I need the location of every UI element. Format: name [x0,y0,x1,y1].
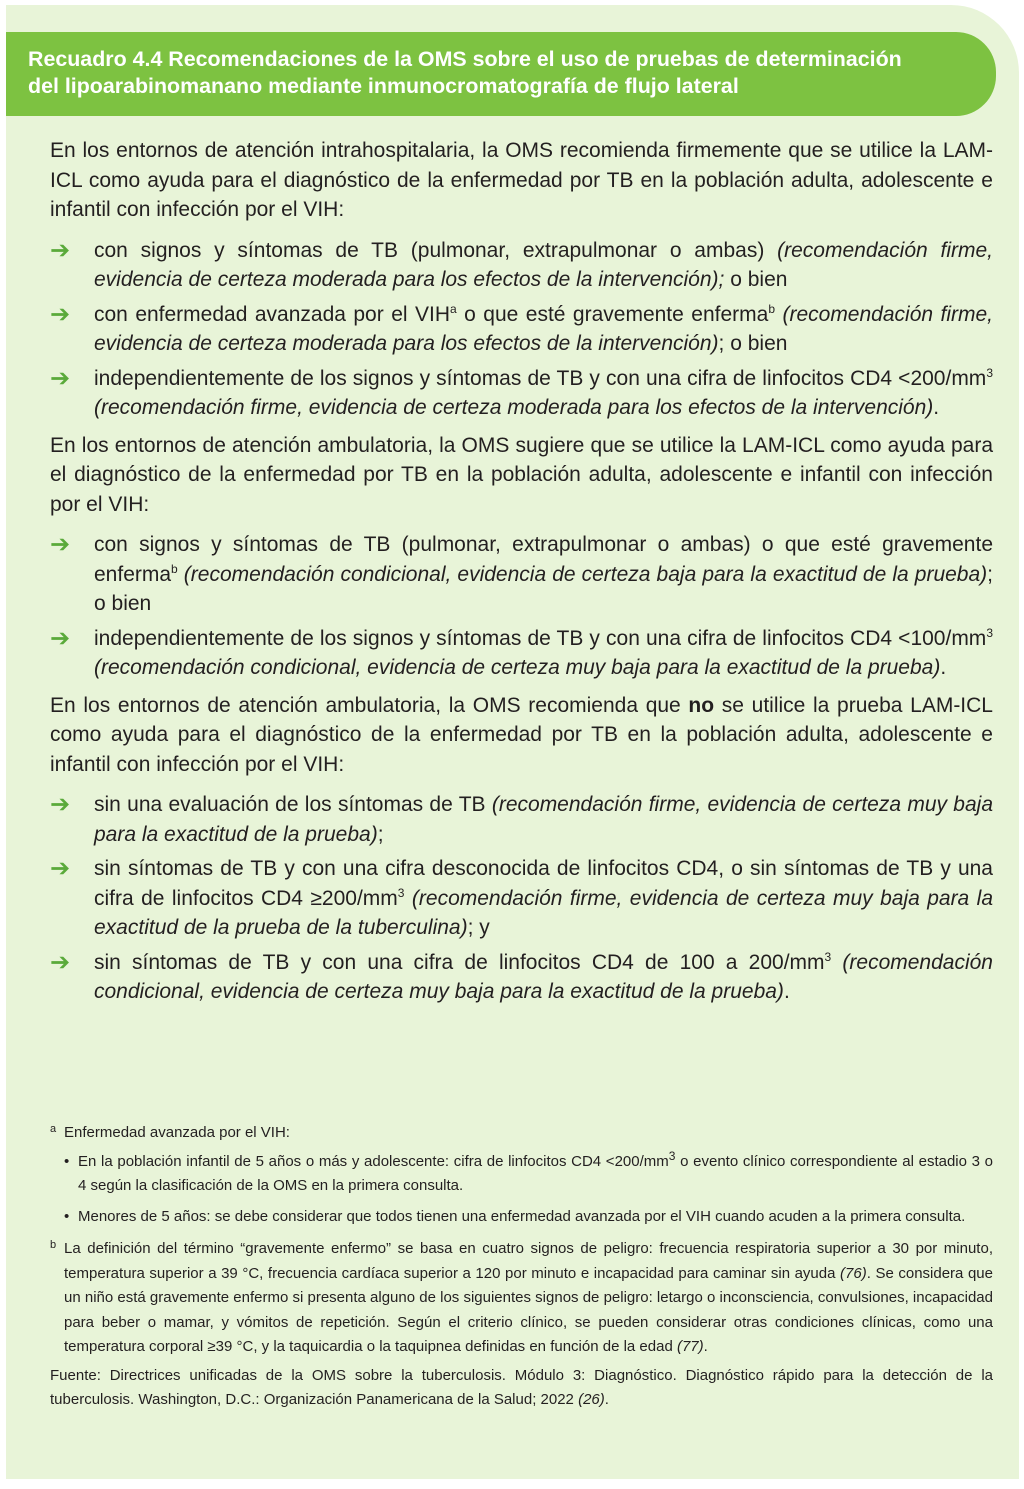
box-title: Recuadro 4.4 Recomendaciones de la OMS sobre el uso de pruebas de determinación del lipoarabinomanano mediante inmunocromatografía de flujo lateral [28,47,902,98]
list-item: ➔ sin una evaluación de los síntomas de TB (recomendación firme, evidencia de certeza muy baja para la exactitud de la prueba); [50,791,993,846]
box-content [50,136,993,1015]
list-item: ➔ sin síntomas de TB y con una cifra de linfocitos CD4 de 100 a $200/mm^3$ (recomendación condicional, evidencia de certeza muy baja para la exactitud de la prueba). [50,948,993,1003]
arrow-right-icon: ➔ [50,300,71,328]
outpatient-suggest-intro: En los entornos de atención ambulatoria, la OMS sugiere que se utilice la LAM-ICL como ayuda para el diagnóstico de la enfermedad por TB en la población adulta, adolescente e infantil con infección por el VIH: [50,433,993,516]
arrow-right-icon: ➔ [50,855,71,882]
footnote-mark: b [50,1239,57,1251]
footnotes [50,1121,993,1413]
bullet-icon: • [64,1207,70,1225]
source-citation: Fuente: Directrices unificadas de la OMS sobre la tuberculosis. Módulo 3: Diagnóstico. Diagnóstico rápido para la detección de la tuberculosis. Washington, D.C.: Organización Panamericana de la Salud; 2022 (26). [50,1366,993,1408]
list-item: ➔ con signos y síntomas de TB (pulmonar, extrapulmonar o ambas) o que esté gravemente enferma$^b$ (recomendación condicional, evidencia de certeza baja para la exactitud de la prueba); o bien [50,531,993,615]
footnote-mark: a [50,1123,57,1135]
list-item: ➔ sin síntomas de TB y con una cifra desconocida de linfocitos CD4, o sin síntomas de TB y una cifra de linfocitos $CD4 \ge 200/mm^3$ (recomendación firme, evidencia de certeza muy baja para la exactitud de la prueba de la tuberculina); y [50,855,993,939]
list-item: ➔ con signos y síntomas de TB (pulmonar, extrapulmonar o ambas) (recomendación firme, evidencia de certeza moderada para los efectos de la intervención); o bien [50,236,993,291]
inpatient-intro: En los entornos de atención intrahospitalaria, la OMS recomienda firmemente que se utilice la LAM-ICL como ayuda para el diagnóstico de la enfermedad por TB en la población adulta, adolescente e infantil con infección por el VIH: [50,139,993,221]
list-item: ➔ con enfermedad avanzada por el VIH$^a$ o que esté gravemente enferma$^b$ (recomendación firme, evidencia de certeza moderada para los efectos de la intervención); o bien [50,300,994,355]
outpatient-against-list [50,790,993,1007]
outpatient-suggest-list [50,530,993,683]
footnote-b: b La definición del término “gravemente enfermo” se basa en cuatro signos de peligro: frecuencia respiratoria superior a 30 por minuto, temperatura superior a 39 °C, frecuencia cardíaca superior a 120 por minuto e incapacidad para caminar sin ayuda (76). Se considera que un niño está gravemente enfermo si presenta alguno de los siguientes signos de peligro: letargo o inconsciencia, convulsiones, incapacidad para beber o mamar, y vómitos de repetición. Según el criterio clínico, se pueden considerar otras condiciones clínicas, como una temperatura corporal ≥39 °C, y la taquicardia o la taquipnea definidas en función de la edad (77). [50,1237,993,1360]
list-item: ➔ independientemente de los signos y síntomas de TB y con una cifra de linfocitos $CD4 <200/mm^3$ (recomendación firme, evidencia de certeza moderada para los efectos de la intervención). [50,364,993,419]
arrow-right-icon: ➔ [50,948,71,976]
box-header [6,32,996,116]
arrow-right-icon: ➔ [50,531,71,558]
footnote-a-bullets [64,1150,993,1230]
arrow-right-icon: ➔ [50,364,71,392]
list-item: ➔ independientemente de los signos y síntomas de TB y con una cifra de linfocitos $CD4 <100/mm^3$ (recomendación condicional, evidencia de certeza muy baja para la exactitud de la prueba). [50,624,993,679]
list-item: • En la población infantil de 5 años o más y adolescente: cifra de linfocitos $CD4 <200/mm^3$ o evento clínico correspondiente al estadio 3 o 4 según la clasificación de la OMS en la primera consulta. [64,1148,993,1194]
arrow-right-icon: ➔ [50,624,71,652]
outpatient-against-intro: En los entornos de atención ambulatoria, la OMS recomienda que no se utilice la prueba LAM-ICL como ayuda para el diagnóstico de la enfermedad por TB en la población adulta, adolescente e infantil con infección por el VIH: [50,693,993,776]
arrow-right-icon: ➔ [50,236,71,264]
footnote-a: a Enfermedad avanzada por el VIH: [50,1121,993,1146]
bullet-icon: • [64,1152,70,1170]
list-item: • Menores de 5 años: se debe considerar que todos tienen una enfermedad avanzada por el VIH cuando acuden a la primera consulta. [64,1205,993,1230]
arrow-right-icon: ➔ [50,791,71,818]
inpatient-list [50,236,993,423]
